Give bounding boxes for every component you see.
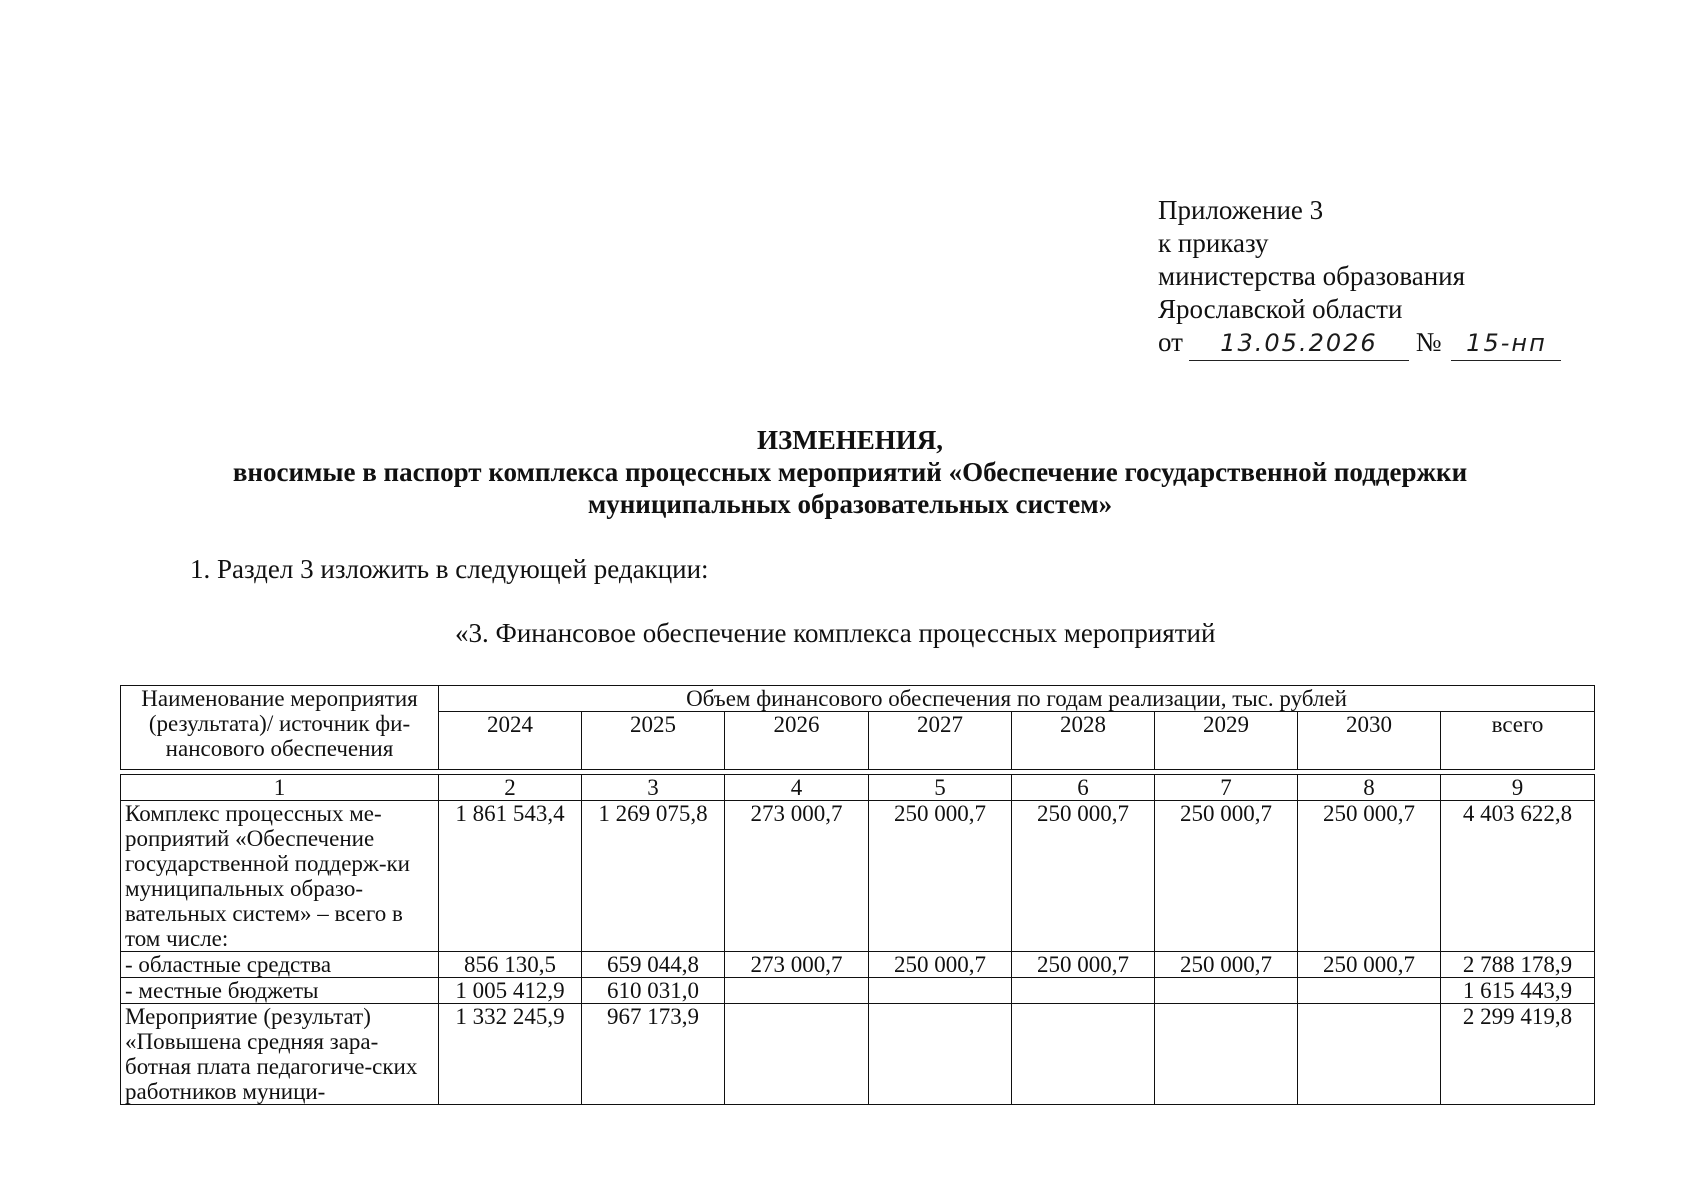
year-header: 2027 [869, 712, 1012, 770]
row-value [725, 1004, 869, 1105]
number-sign: № [1415, 327, 1442, 357]
column-number: 4 [725, 775, 869, 801]
row-value [869, 1004, 1012, 1105]
row-value: 1 861 543,4 [439, 801, 582, 952]
row-total: 1 615 443,9 [1441, 978, 1595, 1004]
row-value: 659 044,8 [582, 952, 725, 978]
row-name: - местные бюджеты [121, 978, 439, 1004]
row-value: 250 000,7 [869, 801, 1012, 952]
row-value [1155, 1004, 1298, 1105]
row-value: 273 000,7 [725, 952, 869, 978]
heading-title: ИЗМЕНЕНИЯ, [756, 425, 943, 455]
table-header-row [121, 686, 1595, 712]
row-value [1298, 978, 1441, 1004]
year-header: 2025 [582, 712, 725, 770]
row-total: 2 299 419,8 [1441, 1004, 1595, 1105]
row-value: 250 000,7 [1298, 952, 1441, 978]
row-total: 4 403 622,8 [1441, 801, 1595, 952]
section-title: «3. Финансовое обеспечение комплекса процессных мероприятий [455, 618, 1216, 648]
total-header: всего [1441, 712, 1595, 770]
row-name: Мероприятие (результат) «Повышена средняя зара-ботная плата педагогиче-ских работников муници- [121, 1004, 439, 1105]
handwritten-number: 15-нп [1451, 327, 1561, 361]
table-row [121, 801, 1595, 952]
appendix-line: Ярославской области [1158, 294, 1403, 324]
row-value: 250 000,7 [1012, 801, 1155, 952]
column-number: 6 [1012, 775, 1155, 801]
year-header: 2026 [725, 712, 869, 770]
row-value [869, 978, 1012, 1004]
column-number: 1 [121, 775, 439, 801]
row-value [1012, 1004, 1155, 1105]
name-column-header: Наименование мероприятия (результата)/ источник фи-нансового обеспечения [121, 686, 439, 770]
column-number: 2 [439, 775, 582, 801]
table-row [121, 978, 1595, 1004]
column-number: 5 [869, 775, 1012, 801]
row-value [1012, 978, 1155, 1004]
column-number-row [121, 775, 1595, 801]
row-value: 610 031,0 [582, 978, 725, 1004]
appendix-line: к приказу [1158, 228, 1269, 258]
document-heading [100, 424, 1600, 520]
row-value: 1 005 412,9 [439, 978, 582, 1004]
financing-group-header: Объем финансового обеспечения по годам реализации, тыс. рублей [439, 686, 1595, 712]
row-value: 250 000,7 [1155, 952, 1298, 978]
row-value [1298, 1004, 1441, 1105]
table-row [121, 952, 1595, 978]
appendix-block [1158, 194, 1578, 361]
row-value: 250 000,7 [1298, 801, 1441, 952]
row-value [725, 978, 869, 1004]
column-number: 9 [1441, 775, 1595, 801]
row-name: Комплекс процессных ме-роприятий «Обеспечение государственной поддерж-ки муниципальных образо-вательных систем» – всего в том числе: [121, 801, 439, 952]
heading-subtitle-line-1: вносимые в паспорт комплекса процессных мероприятий «Обеспечение государственной поддержки [232, 457, 1468, 487]
row-value: 856 130,5 [439, 952, 582, 978]
year-header: 2024 [439, 712, 582, 770]
date-prefix: от [1158, 327, 1183, 357]
row-value: 250 000,7 [869, 952, 1012, 978]
year-header: 2030 [1298, 712, 1441, 770]
row-value: 1 269 075,8 [582, 801, 725, 952]
appendix-line: министерства образования [1158, 261, 1466, 291]
year-header: 2029 [1155, 712, 1298, 770]
column-number: 7 [1155, 775, 1298, 801]
handwritten-date: 13.05.2026 [1189, 327, 1409, 361]
table-row [121, 1004, 1595, 1105]
appendix-line: Приложение 3 [1158, 195, 1324, 225]
heading-subtitle-line-2: муниципальных образовательных систем» [587, 489, 1113, 519]
row-total: 2 788 178,9 [1441, 952, 1595, 978]
column-number: 8 [1298, 775, 1441, 801]
row-value: 250 000,7 [1155, 801, 1298, 952]
column-number: 3 [582, 775, 725, 801]
row-name: - областные средства [121, 952, 439, 978]
row-value: 273 000,7 [725, 801, 869, 952]
financing-table [120, 685, 1595, 1105]
row-value: 250 000,7 [1012, 952, 1155, 978]
clause-item: 1. Раздел 3 изложить в следующей редакции: [190, 554, 709, 584]
row-value [1155, 978, 1298, 1004]
row-value: 1 332 245,9 [439, 1004, 582, 1105]
year-header: 2028 [1012, 712, 1155, 770]
row-value: 967 173,9 [582, 1004, 725, 1105]
appendix-date-line [1158, 326, 1578, 361]
